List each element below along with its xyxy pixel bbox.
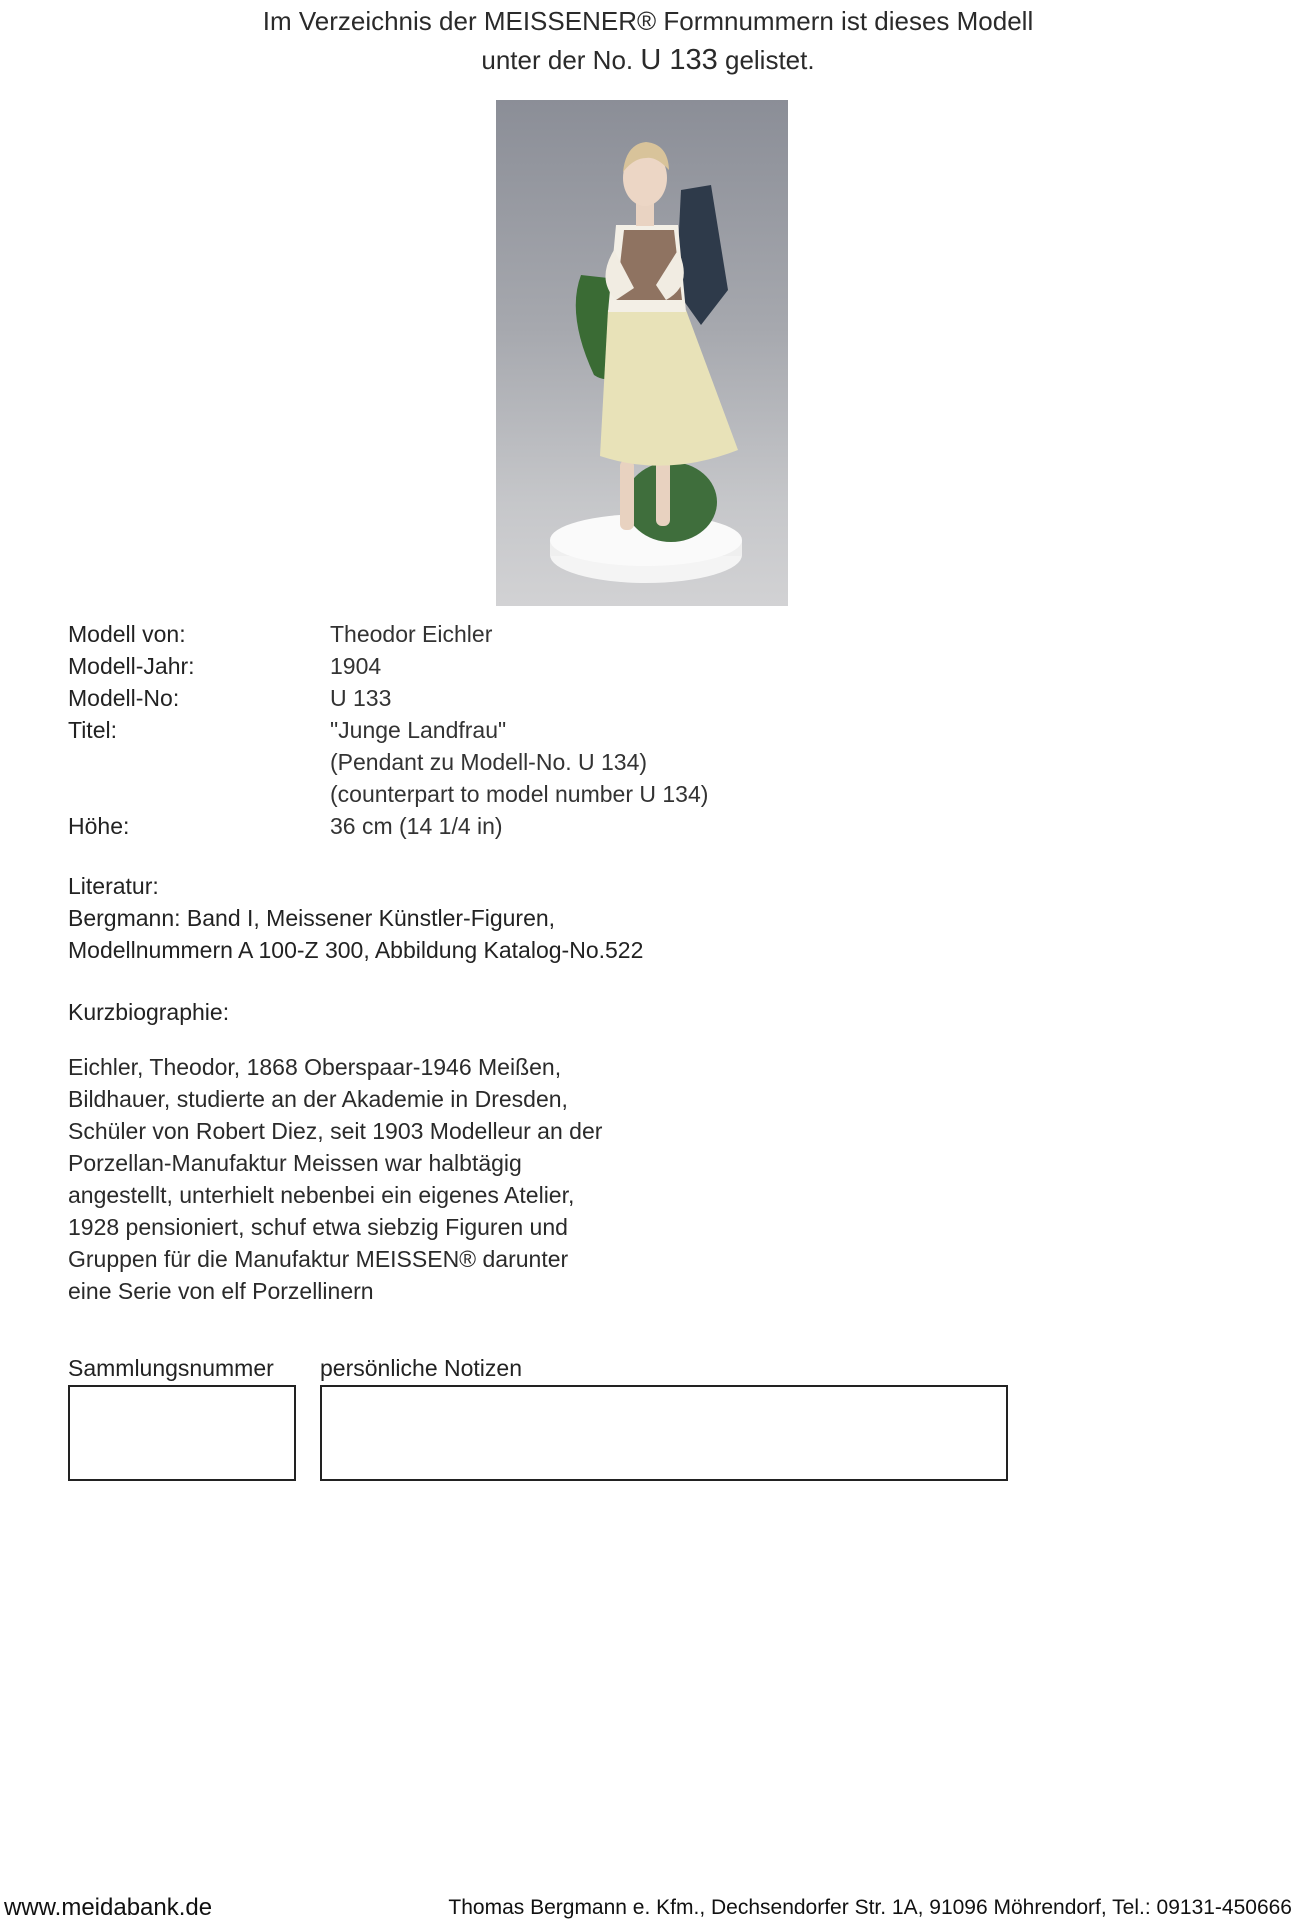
detail-row-modell-jahr [68, 650, 708, 682]
header-line-2-prefix: unter der No. [481, 45, 641, 75]
detail-row-hoehe [68, 810, 708, 842]
bio-line: Eichler, Theodor, 1868 Oberspaar-1946 Meißen, [68, 1054, 562, 1080]
header-line-2-suffix: gelistet. [717, 45, 815, 75]
bio-line: 1928 pensioniert, schuf etwa siebzig Figuren und [68, 1214, 568, 1240]
notizen-label: persönliche Notizen [320, 1355, 523, 1381]
notizen-field[interactable] [320, 1385, 1008, 1481]
header-model-number: U 133 [640, 44, 718, 76]
modell-no-label: Modell-No: [68, 685, 180, 711]
figurine-left-leg [620, 460, 634, 530]
titel-label: Titel: [68, 717, 117, 743]
literatur-line-2: Modellnummern A 100-Z 300, Abbildung Katalog-No.522 [68, 937, 644, 963]
figurine-right-leg [656, 460, 670, 526]
figurine-skirt [600, 310, 738, 466]
sammlungsnummer-field[interactable] [68, 1385, 296, 1481]
figurine-grass [625, 462, 717, 542]
modell-von-label: Modell von: [68, 621, 186, 647]
modell-von-value: Theodor Eichler [330, 621, 493, 647]
bio-line: Gruppen für die Manufaktur MEISSEN® darunter [68, 1246, 569, 1272]
bio-line: Bildhauer, studierte an der Akademie in Dresden, [68, 1086, 568, 1112]
header-line-1: Im Verzeichnis der MEISSENER® Formnummern ist dieses Modell [262, 6, 1034, 36]
kurzbiographie-text [68, 1051, 602, 1307]
footer-address: Thomas Bergmann e. Kfm., Dechsendorfer Str. 1A, 91096 Möhrendorf, Tel.: 09131-450666 [448, 1896, 1292, 1919]
titel-value-block [330, 714, 708, 810]
titel-note-english: (counterpart to model number U 134) [330, 781, 709, 807]
sammlungsnummer-label: Sammlungsnummer [68, 1355, 274, 1381]
detail-row-modell-von [68, 618, 708, 650]
hoehe-label: Höhe: [68, 813, 130, 839]
modell-no-value: U 133 [330, 685, 392, 711]
literatur-section [68, 870, 643, 966]
model-details [68, 618, 708, 842]
footer-website: www.meidabank.de [4, 1894, 213, 1921]
detail-row-titel [68, 714, 708, 810]
figurine-photo [496, 100, 788, 606]
hoehe-value: 36 cm (14 1/4 in) [330, 813, 503, 839]
detail-row-modell-no [68, 682, 708, 714]
modell-jahr-value: 1904 [330, 653, 382, 679]
titel-note-german: (Pendant zu Modell-No. U 134) [330, 749, 648, 775]
literatur-heading: Literatur: [68, 873, 159, 899]
titel-value: "Junge Landfrau" [330, 717, 507, 743]
bio-line: Schüler von Robert Diez, seit 1903 Modelleur an der [68, 1118, 603, 1144]
figurine-illustration [496, 100, 788, 606]
bio-line: angestellt, unterhielt nebenbei ein eigenes Atelier, [68, 1182, 575, 1208]
page-header [0, 2, 1296, 80]
header-line-2 [0, 41, 1296, 80]
modell-jahr-label: Modell-Jahr: [68, 653, 195, 679]
bio-line: eine Serie von elf Porzellinern [68, 1278, 374, 1304]
bio-line: Porzellan-Manufaktur Meissen war halbtägig [68, 1150, 522, 1176]
kurzbiographie-heading: Kurzbiographie: [68, 999, 230, 1025]
literatur-line-1: Bergmann: Band I, Meissener Künstler-Figuren, [68, 905, 556, 931]
